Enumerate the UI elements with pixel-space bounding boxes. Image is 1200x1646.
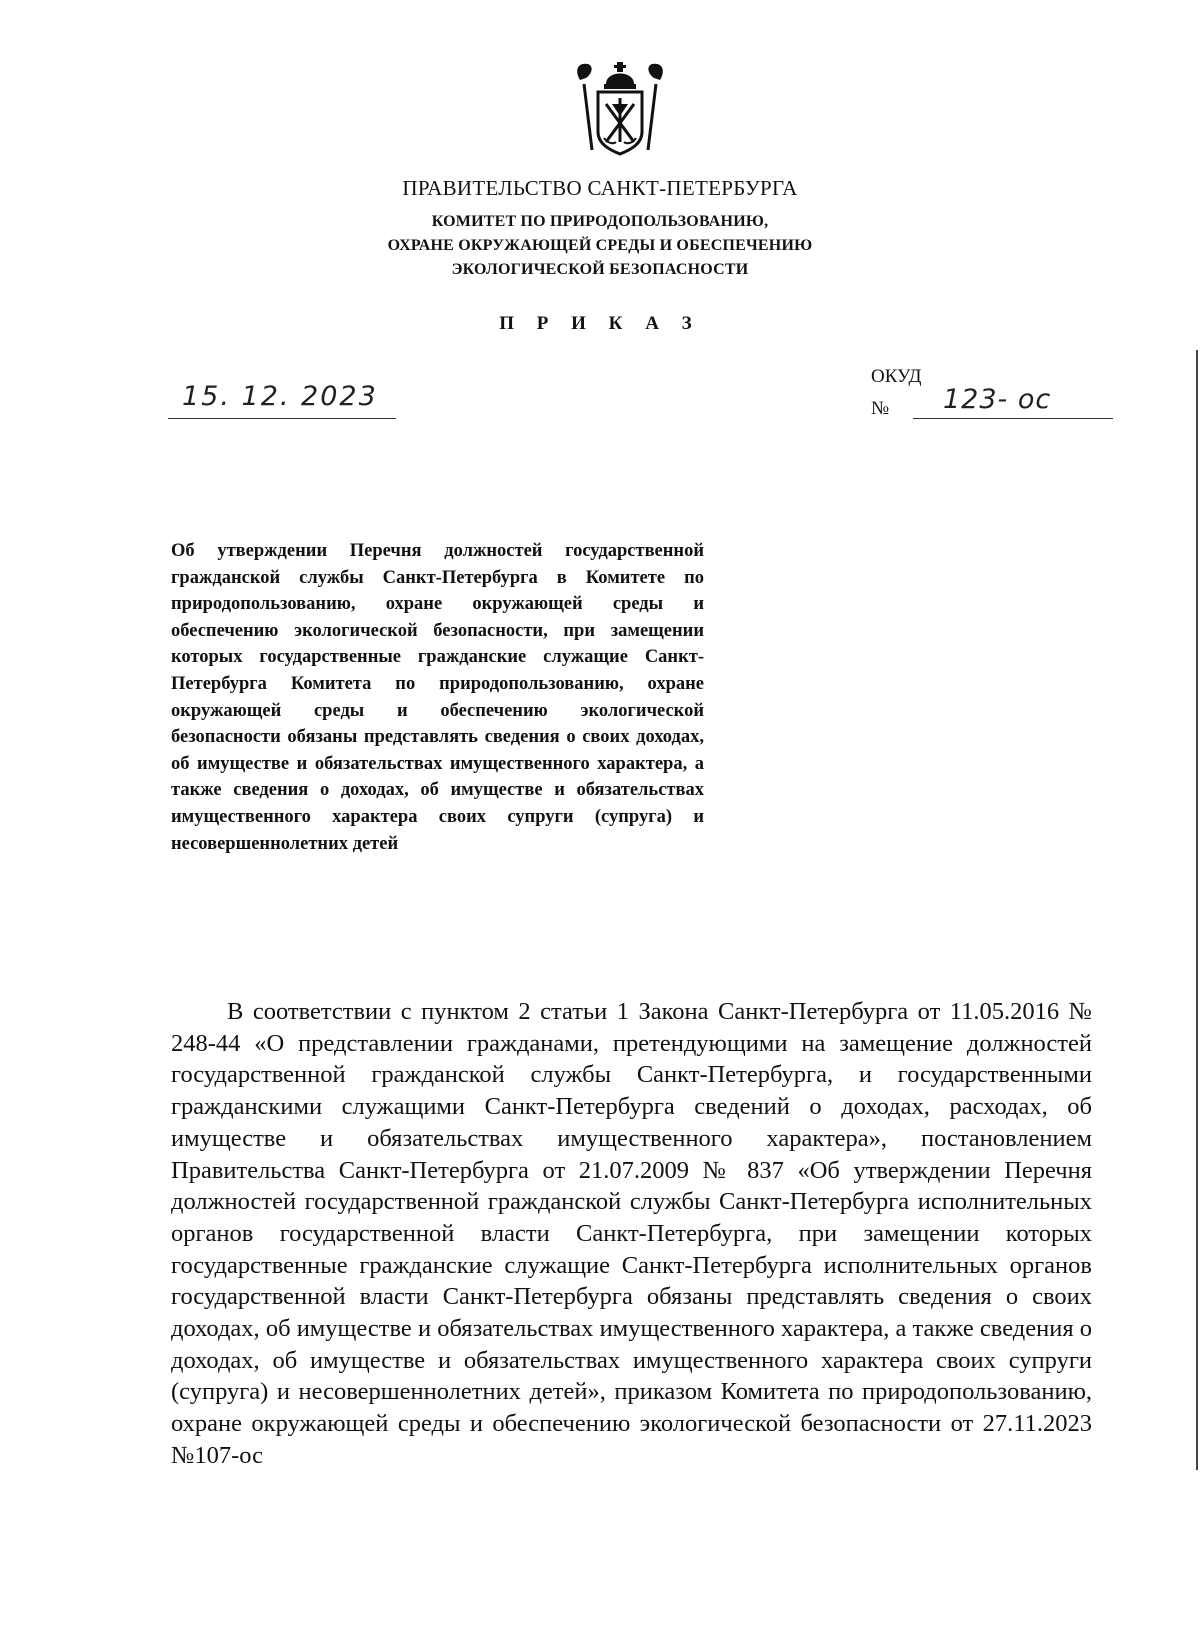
handwritten-date: 15. 12. 2023: [182, 381, 378, 412]
handwritten-number: 123- ос: [943, 384, 1052, 415]
order-subject: Об утверждении Перечня должностей государственной гражданской службы Санкт-Петербурга в Комитете по природопользованию, охране окружающей среды и обеспечению экологической безопасности, при замещении которых государственные гражданские служащие Санкт-Петербурга Комитета по природопользованию, охране окружающей среды и обеспечению экологической безопасности обязаны представлять сведения о своих доходах, об имуществе и обязательствах имущественного характера, а также сведения о доходах, об имуществе и обязательствах имущественного характера своих супруги (супруга) и несовершеннолетних детей: [171, 541, 704, 854]
committee-title: [300, 210, 900, 282]
coat-of-arms-icon: [570, 58, 670, 158]
scan-edge-line: [1196, 350, 1198, 1470]
order-body: [171, 996, 1092, 1472]
number-field: [913, 386, 1113, 419]
committee-title-line: ЭКОЛОГИЧЕСКОЙ БЕЗОПАСНОСТИ: [451, 261, 749, 278]
committee-title-line: ОХРАНЕ ОКРУЖАЮЩЕЙ СРЕДЫ И ОБЕСПЕЧЕНИЮ: [387, 237, 813, 254]
number-label: №: [871, 398, 890, 419]
committee-title-line: КОМИТЕТ ПО ПРИРОДОПОЛЬЗОВАНИЮ,: [431, 213, 769, 230]
document-type-heading: П Р И К А З: [499, 313, 701, 334]
government-title: ПРАВИТЕЛЬСТВО САНКТ-ПЕТЕРБУРГА: [402, 176, 798, 200]
okud-label: ОКУД: [871, 366, 922, 387]
date-field: [168, 378, 396, 419]
order-body-text: В соответствии с пунктом 2 статьи 1 Закона Санкт-Петербурга от 11.05.2016 № 248-44 «О представлении гражданами, претендующими на замещение должностей государственной гражданской службы Санкт-Петербурга, и государственными гражданскими служащими Санкт-Петербурга сведений о доходах, расходах, об имуществе и обязательствах имущественного характера», постановлением Правительства Санкт-Петербурга от 21.07.2009 № 837 «Об утверждении Перечня должностей государственной гражданской службы Санкт-Петербурга исполнительных органов государственной власти Санкт-Петербурга, при замещении которых государственные гражданские служащие Санкт-Петербурга исполнительных органов государственной власти Санкт-Петербурга обязаны представлять сведения о своих доходах, об имуществе и обязательствах имущественного характера, а также сведения о доходах, об имуществе и обязательствах имущественного характера своих супруги (супруга) и несовершеннолетних детей», приказом Комитета по природопользованию, охране окружающей среды и обеспечению экологической безопасности от 27.11.2023 №107-ос: [171, 998, 1092, 1469]
